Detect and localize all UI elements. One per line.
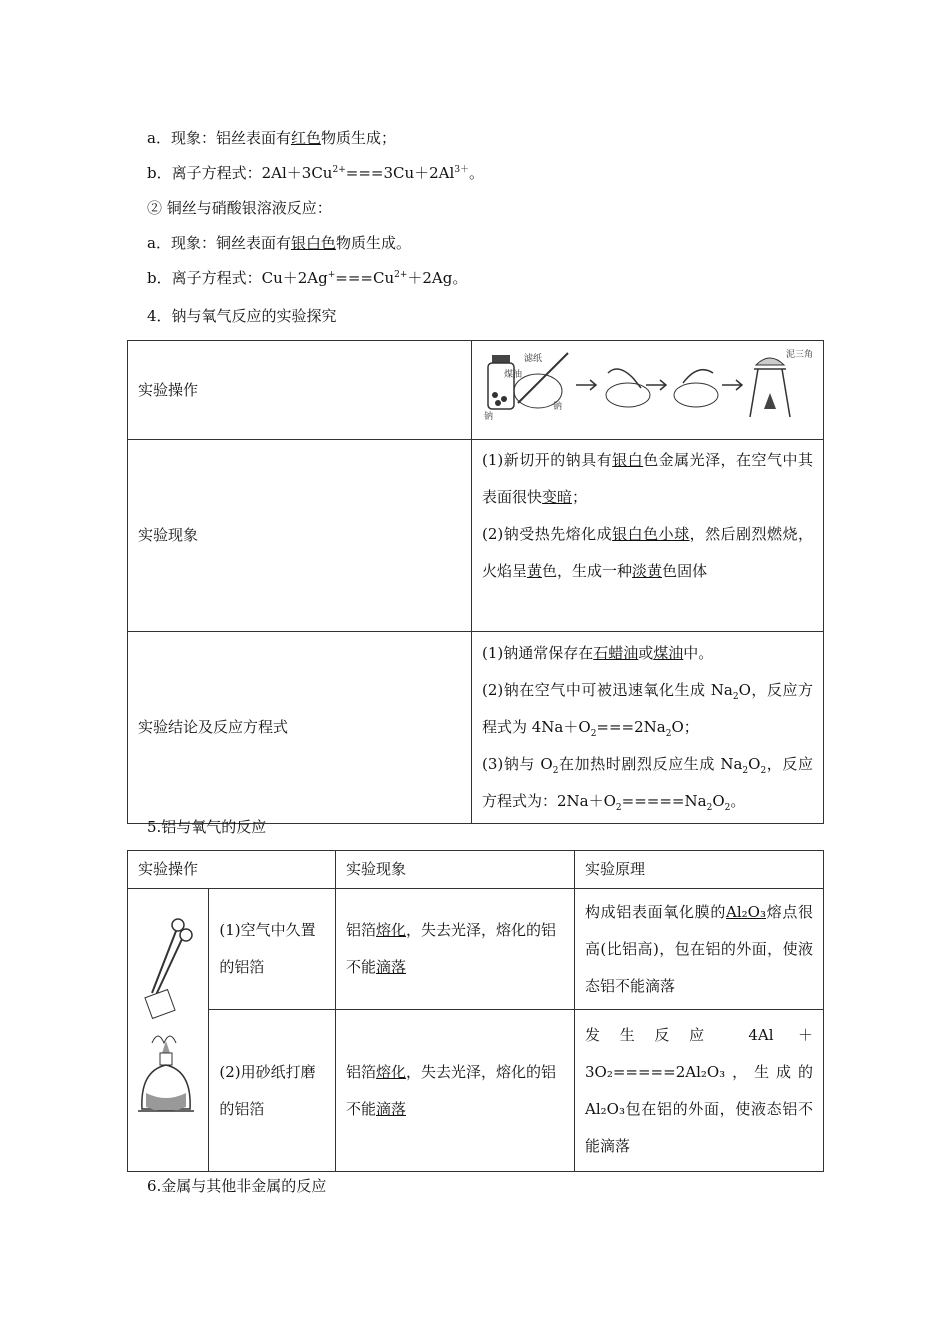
line-a1: a．现象：铝丝表面有红色物质生成； [147, 129, 396, 147]
t1-row3-label: 实验结论及反应方程式 [128, 632, 472, 824]
heading-5: 5.铝与氧气的反应 [147, 818, 267, 836]
t1-row2-content: (1)新切开的钠具有银白色金属光泽，在空气中其表面很快变暗； (2)钠受热先熔化成银白色小球，然后剧烈燃烧，火焰呈黄色，生成一种淡黄色固体 [472, 440, 824, 632]
heading-4: 4．钠与氧气反应的实验探究 [147, 307, 337, 325]
label-sodium-small: 钠 [484, 412, 494, 422]
line-a2: a．现象：铜丝表面有银白色物质生成。 [147, 234, 411, 252]
label-filter: 滤纸 [524, 354, 543, 364]
alcohol-lamp-tongs-illustration [134, 913, 202, 1133]
line-b2: b．离子方程式：$Cu+2Ag^+===Cu^{2+}+2Ag$。 [147, 269, 468, 287]
t1-row1-label: 实验操作 [128, 341, 472, 440]
t2-r2-phen: 铝箔熔化，失去光泽，熔化的铝不能滴落 [336, 1010, 575, 1172]
heading-6: 6.金属与其他非金属的反应 [147, 1177, 327, 1195]
t1-row2-label: 实验现象 [128, 440, 472, 632]
t1-row1-image [472, 341, 824, 440]
t2-r1-op: (1)空气中久置的铝箔 [209, 889, 336, 1010]
label-sodium: 钠 [553, 402, 563, 412]
t2-header-op: 实验操作 [128, 851, 336, 889]
t2-r1-prin: 构成铝表面氧化膜的Al₂O₃熔点很高(比铝高)，包在铝的外面，使液态铝不能滴落 [575, 889, 824, 1010]
sodium-table [127, 340, 824, 824]
t2-r2-prin: 发生反应 4Al ＋3O₂=====2Al₂O₃，生成的Al₂O₃包在铝的外面，使液态铝不能滴落 [575, 1010, 824, 1172]
line-b1: b．离子方程式：$2Al+3Cu^{2+}===3Cu+2Al^{3+}$。 [147, 164, 485, 182]
t2-header-phen: 实验现象 [336, 851, 575, 889]
t2-image-cell [128, 889, 209, 1172]
label-kerosene: 煤油 [504, 370, 523, 380]
t2-r2-op: (2)用砂纸打磨的铝箔 [209, 1010, 336, 1172]
label-triangle: 泥三角 [786, 350, 814, 360]
t2-r1-phen: 铝箔熔化，失去光泽，熔化的铝不能滴落 [336, 889, 575, 1010]
aluminum-table [127, 850, 824, 1172]
t1-row3-content: (1)钠通常保存在石蜡油或煤油中。 (2)钠在空气中可被迅速氧化生成 $Na_2O$，反应方程式为 $4Na+O_2===2Na_2O$； (3)钠与 $O_2$在加热时剧烈反应生成 $Na_2O_2$，反应方程式为：$2Na+O_2=====Na_2O_2$。 [472, 632, 824, 824]
line-c2: ② 铜丝与硝酸银溶液反应： [147, 199, 332, 217]
t2-header-prin: 实验原理 [575, 851, 824, 889]
sodium-apparatus-illustration [478, 343, 814, 423]
